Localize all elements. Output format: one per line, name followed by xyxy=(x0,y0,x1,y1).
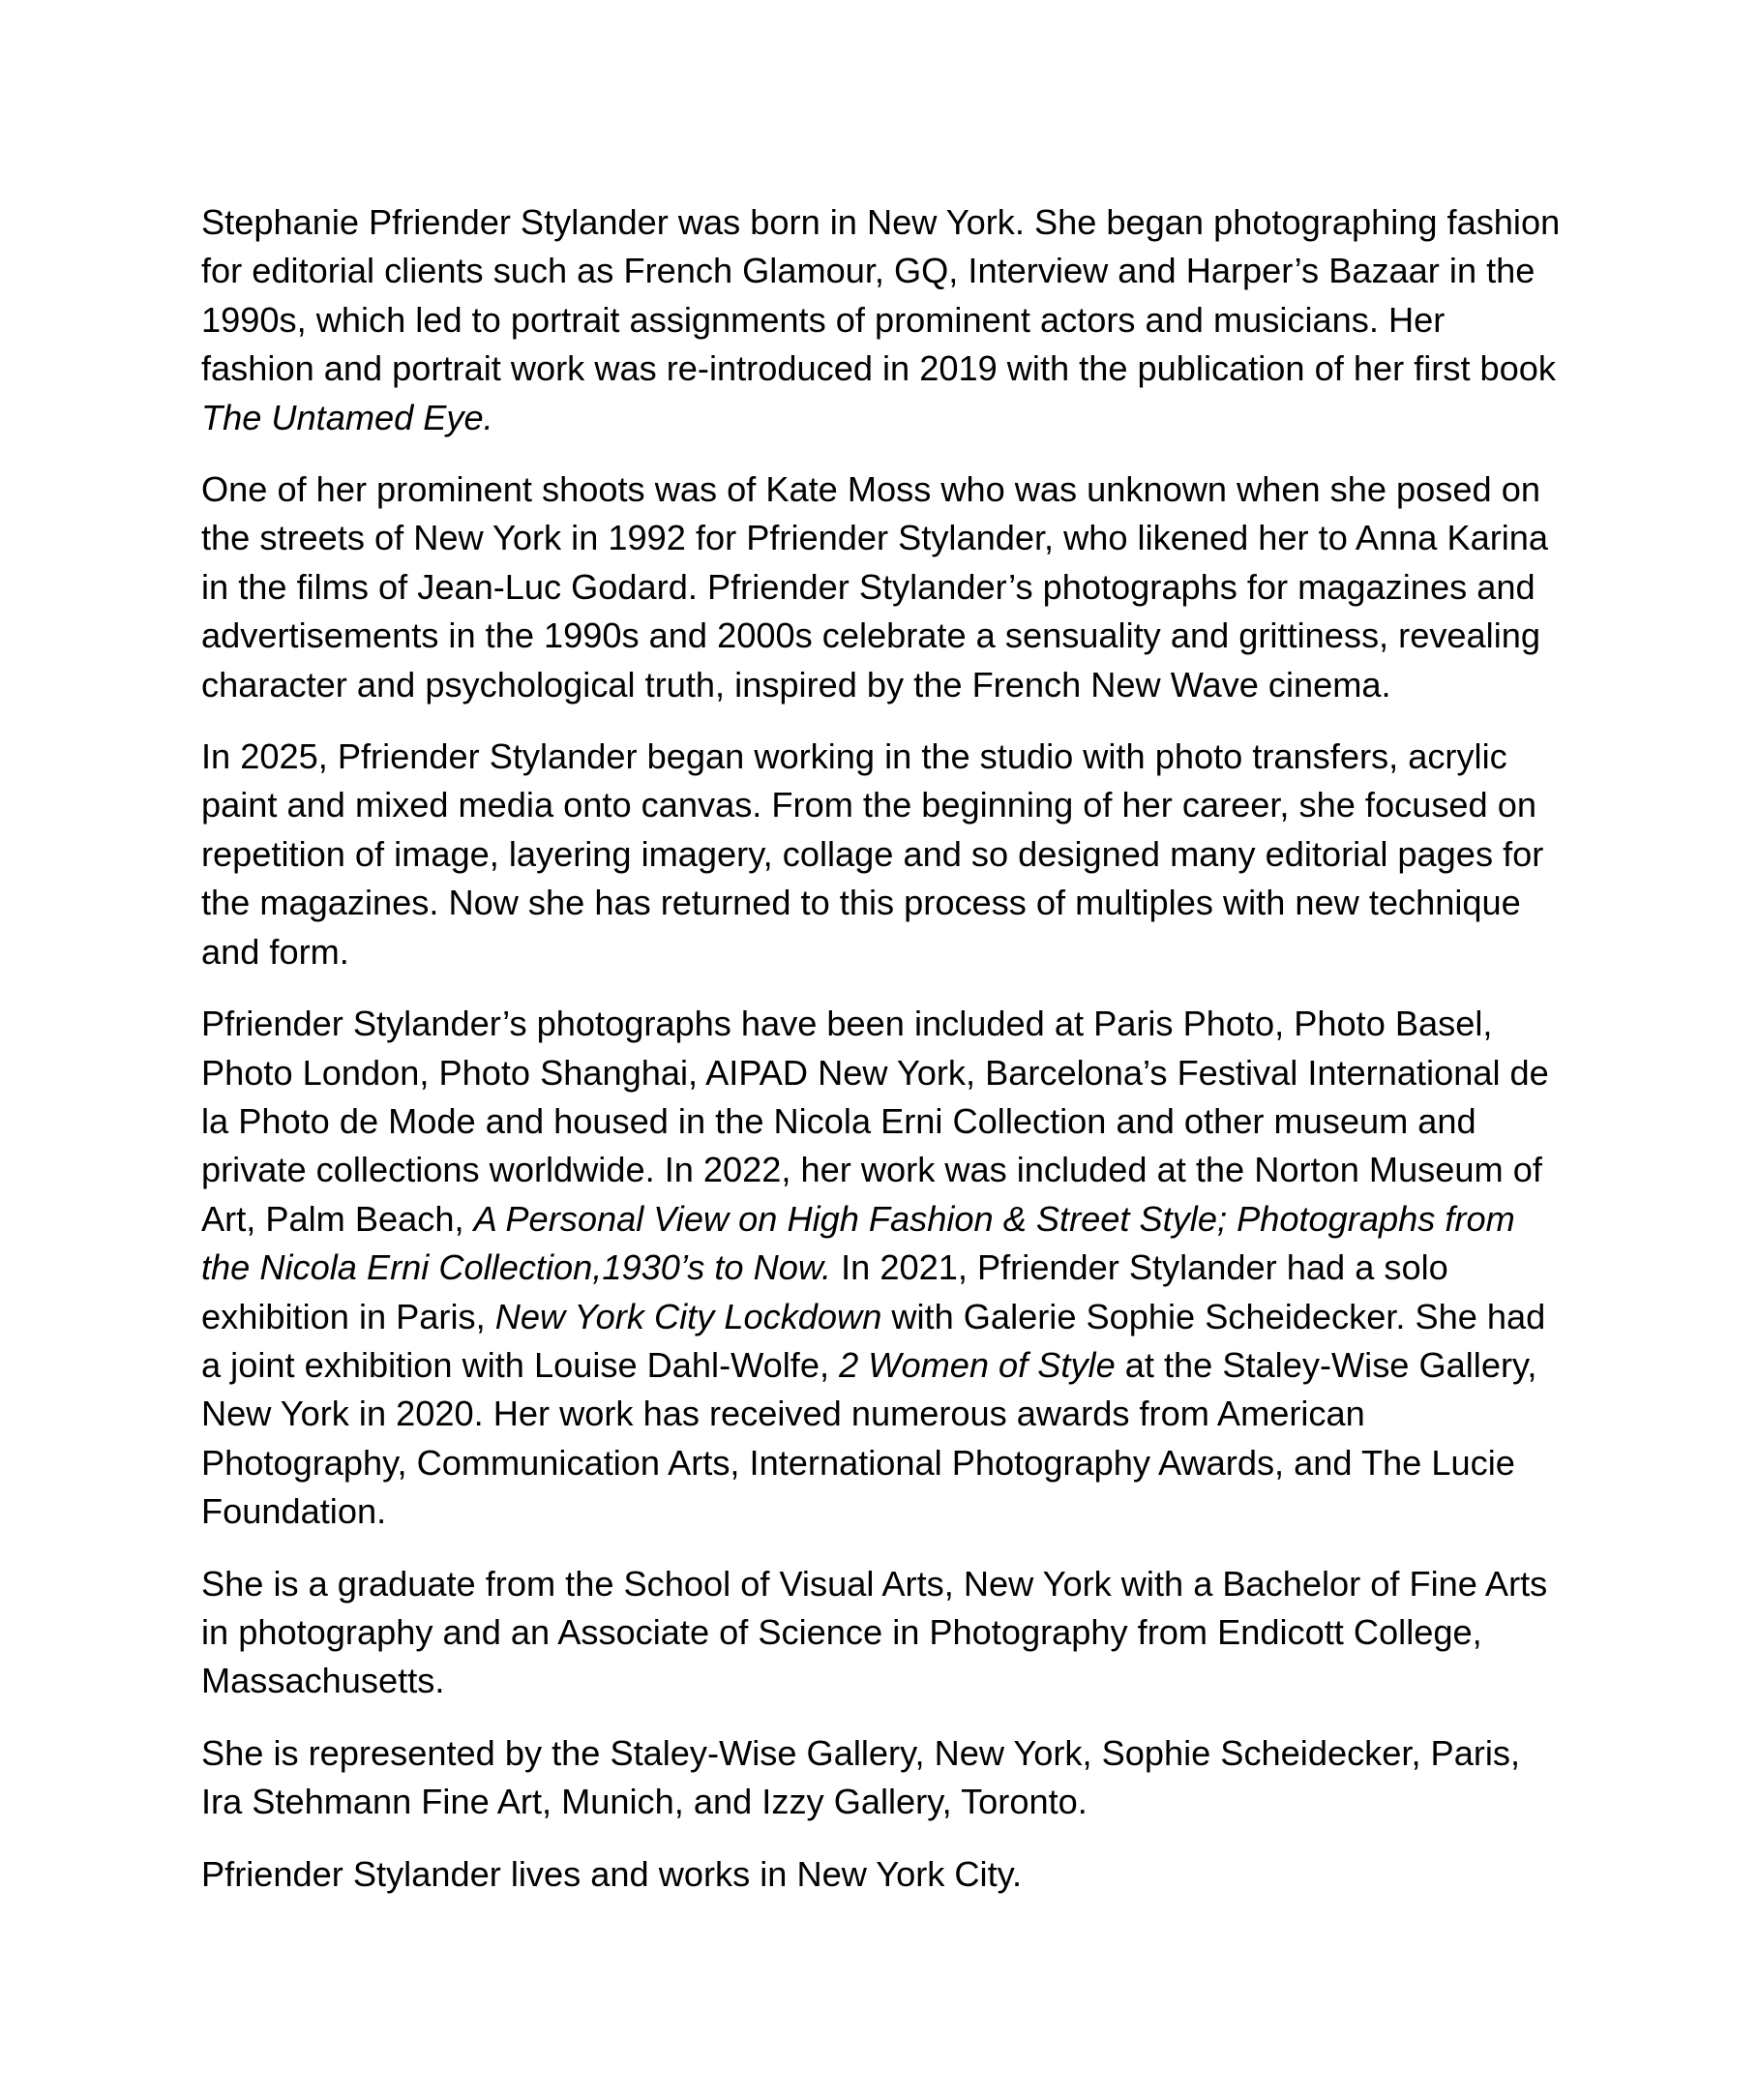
text-line: Photography, Communication Arts, International Photography Awards, and The Lucie xyxy=(201,1442,1515,1483)
paragraph-representation xyxy=(201,1729,1595,1827)
text-run: at the Staley-Wise Gallery, xyxy=(1115,1344,1537,1385)
text-line: advertisements in the 1990s and 2000s celebrate a sensuality and grittiness, revealing xyxy=(201,615,1541,656)
exhibition-title-italic: the Nicola Erni Collection,1930’s to Now. xyxy=(201,1247,832,1288)
text-line: la Photo de Mode and housed in the Nicola Erni Collection and other museum and xyxy=(201,1100,1476,1141)
text-line xyxy=(201,1244,1595,1292)
text-line: One of her prominent shoots was of Kate Moss who was unknown when she posed on xyxy=(201,469,1540,510)
text-run: In 2021, Pfriender Stylander had a solo xyxy=(831,1247,1448,1288)
book-title xyxy=(201,394,1595,442)
text-line: character and psychological truth, inspired by the French New Wave cinema. xyxy=(201,664,1391,705)
exhibition-title-italic: A Personal View on High Fashion & Street Style; Photographs from xyxy=(473,1198,1515,1239)
paragraph-kate-moss xyxy=(201,465,1595,709)
text-line xyxy=(201,1293,1595,1341)
text-line: She is a graduate from the School of Visual Arts, New York with a Bachelor of Fine Arts xyxy=(201,1563,1548,1604)
text-line: repetition of image, layering imagery, collage and so designed many editorial pages for xyxy=(201,833,1544,874)
text-run: Art, Palm Beach, xyxy=(201,1198,474,1239)
paragraph-studio-work xyxy=(201,733,1595,976)
paragraph-birth-and-career xyxy=(201,198,1595,442)
paragraph-residence xyxy=(201,1850,1595,1899)
text-line xyxy=(201,1195,1595,1244)
text-line: Massachusetts. xyxy=(201,1661,445,1701)
text-line: fashion and portrait work was re-introduced in 2019 with the publication of her first book xyxy=(201,348,1557,389)
paragraph-exhibitions xyxy=(201,1000,1595,1536)
text-line: Ira Stehmann Fine Art, Munich, and Izzy Gallery, Toronto. xyxy=(201,1782,1088,1822)
text-line: and form. xyxy=(201,931,349,972)
text-line xyxy=(201,1341,1595,1390)
biography-text xyxy=(201,198,1595,1922)
exhibition-title-italic: 2 Women of Style xyxy=(839,1344,1116,1385)
text-line: for editorial clients such as French Glamour, GQ, Interview and Harper’s Bazaar in the xyxy=(201,251,1535,291)
text-line: private collections worldwide. In 2022, her work was included at the Norton Museum of xyxy=(201,1150,1542,1190)
text-line: Stephanie Pfriender Stylander was born in New York. She began photographing fashion xyxy=(201,202,1561,242)
text-run: a joint exhibition with Louise Dahl-Wolfe, xyxy=(201,1344,840,1385)
text-line: Pfriender Stylander lives and works in New York City. xyxy=(201,1853,1023,1894)
text-line: New York in 2020. Her work has received numerous awards from American xyxy=(201,1394,1365,1434)
text-line: in the films of Jean-Luc Godard. Pfriender Stylander’s photographs for magazines and xyxy=(201,566,1535,607)
text-line: In 2025, Pfriender Stylander began working in the studio with photo transfers, acrylic xyxy=(201,736,1507,777)
text-line: Foundation. xyxy=(201,1491,387,1532)
book-title-italic: The Untamed Eye. xyxy=(201,397,493,437)
paragraph-education xyxy=(201,1560,1595,1706)
text-line: 1990s, which led to portrait assignments of prominent actors and musicians. Her xyxy=(201,299,1446,340)
exhibition-title-italic: New York City Lockdown xyxy=(494,1296,882,1336)
text-run: with Galerie Sophie Scheidecker. She had xyxy=(881,1296,1546,1336)
text-line: in photography and an Associate of Science in Photography from Endicott College, xyxy=(201,1611,1482,1652)
text-line: the magazines. Now she has returned to this process of multiples with new technique xyxy=(201,883,1521,923)
text-run: exhibition in Paris, xyxy=(201,1296,495,1336)
text-line: the streets of New York in 1992 for Pfriender Stylander, who likened her to Anna Karina xyxy=(201,518,1549,558)
text-line: She is represented by the Staley-Wise Gallery, New York, Sophie Scheidecker, Paris, xyxy=(201,1732,1521,1773)
text-line: Photo London, Photo Shanghai, AIPAD New York, Barcelona’s Festival International de xyxy=(201,1052,1549,1093)
text-line: paint and mixed media onto canvas. From the beginning of her career, she focused on xyxy=(201,785,1536,825)
text-line: Pfriender Stylander’s photographs have been included at Paris Photo, Photo Basel, xyxy=(201,1004,1493,1044)
